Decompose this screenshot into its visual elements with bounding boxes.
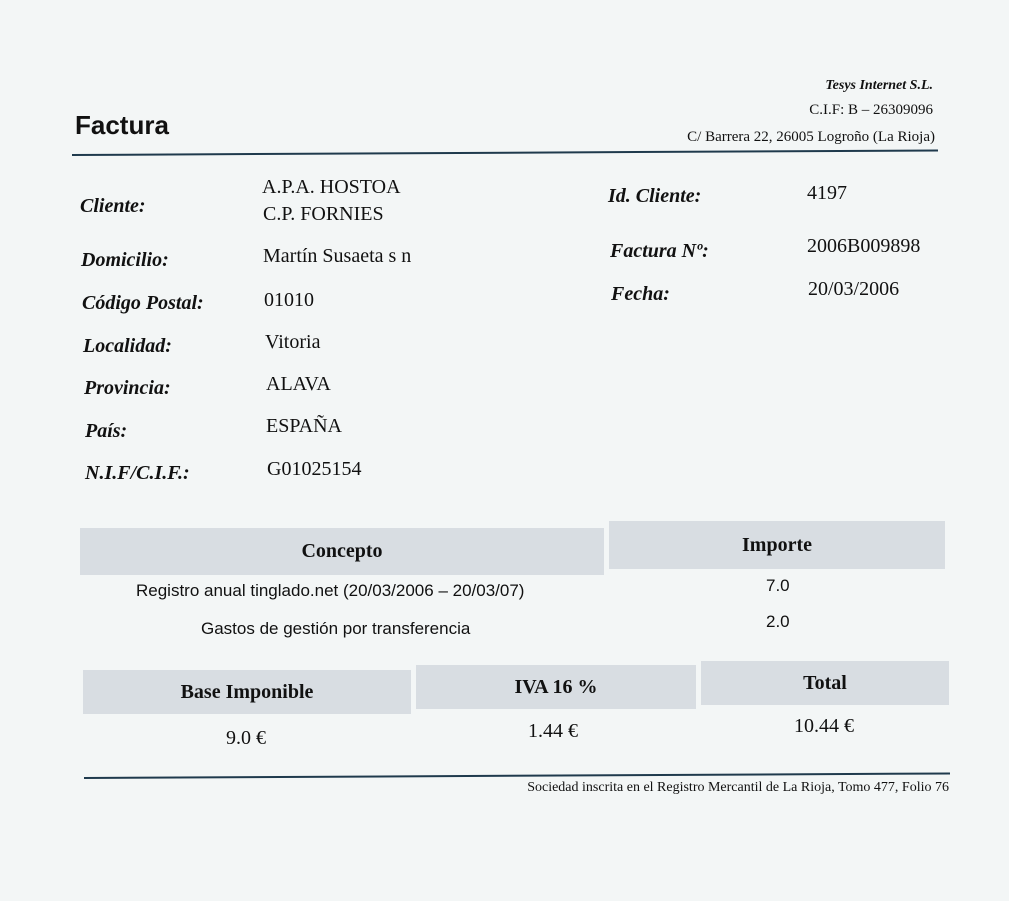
item-row-1-concepto: Registro anual tinglado.net (20/03/2006 – 20/03/07) xyxy=(136,581,525,600)
base-imponible-header-label: Base Imponible xyxy=(180,680,314,703)
page-title: Factura xyxy=(75,110,169,140)
base-imponible-value: 9.0 € xyxy=(226,727,266,749)
total-header-label: Total xyxy=(803,671,847,694)
cliente-name-line2: C.P. FORNIES xyxy=(263,203,384,225)
cliente-label: Cliente: xyxy=(80,195,146,217)
iva-header-label: IVA 16 % xyxy=(514,675,598,698)
id-cliente-label: Id. Cliente: xyxy=(608,185,702,207)
cliente-name-line1: A.P.A. HOSTOA xyxy=(262,176,401,198)
importe-header xyxy=(609,521,945,569)
total-value: 10.44 € xyxy=(794,715,854,737)
localidad-value: Vitoria xyxy=(265,331,321,353)
iva-header xyxy=(416,665,696,709)
domicilio-label: Domicilio: xyxy=(81,249,169,271)
fecha-value: 20/03/2006 xyxy=(808,278,900,300)
company-name: Tesys Internet S.L. xyxy=(825,78,933,93)
base-imponible-header xyxy=(83,670,411,714)
header-divider xyxy=(72,149,938,156)
iva-value: 1.44 € xyxy=(528,720,578,742)
footer-divider xyxy=(84,772,950,779)
company-address: C/ Barrera 22, 26005 Logroño (La Rioja) xyxy=(687,129,935,145)
codigo-postal-value: 01010 xyxy=(264,289,314,311)
importe-header-label: Importe xyxy=(742,533,812,556)
provincia-value: ALAVA xyxy=(266,373,331,395)
company-cif: C.I.F: B – 26309096 xyxy=(809,102,933,118)
factura-num-label: Factura Nº: xyxy=(610,240,709,262)
nif-value: G01025154 xyxy=(267,458,362,480)
concepto-header-label: Concepto xyxy=(301,540,383,562)
factura-num-value: 2006B009898 xyxy=(807,235,921,257)
item-row-2-concepto: Gastos de gestión por transferencia xyxy=(201,619,471,638)
concepto-header xyxy=(80,528,604,575)
provincia-label: Provincia: xyxy=(84,377,171,399)
pais-label: País: xyxy=(85,420,128,442)
item-row-2-importe: 2.0 xyxy=(766,612,790,631)
total-header xyxy=(701,661,949,705)
id-cliente-value: 4197 xyxy=(807,182,847,204)
fecha-label: Fecha: xyxy=(611,283,670,305)
item-row-1-importe: 7.0 xyxy=(766,576,790,595)
nif-label: N.I.F/C.I.F.: xyxy=(85,462,190,484)
domicilio-value: Martín Susaeta s n xyxy=(263,245,412,267)
footer-registry-note: Sociedad inscrita en el Registro Mercantil de La Rioja, Tomo 477, Folio 76 xyxy=(527,780,949,795)
codigo-postal-label: Código Postal: xyxy=(82,292,204,314)
localidad-label: Localidad: xyxy=(83,335,172,357)
pais-value: ESPAÑA xyxy=(266,415,342,437)
